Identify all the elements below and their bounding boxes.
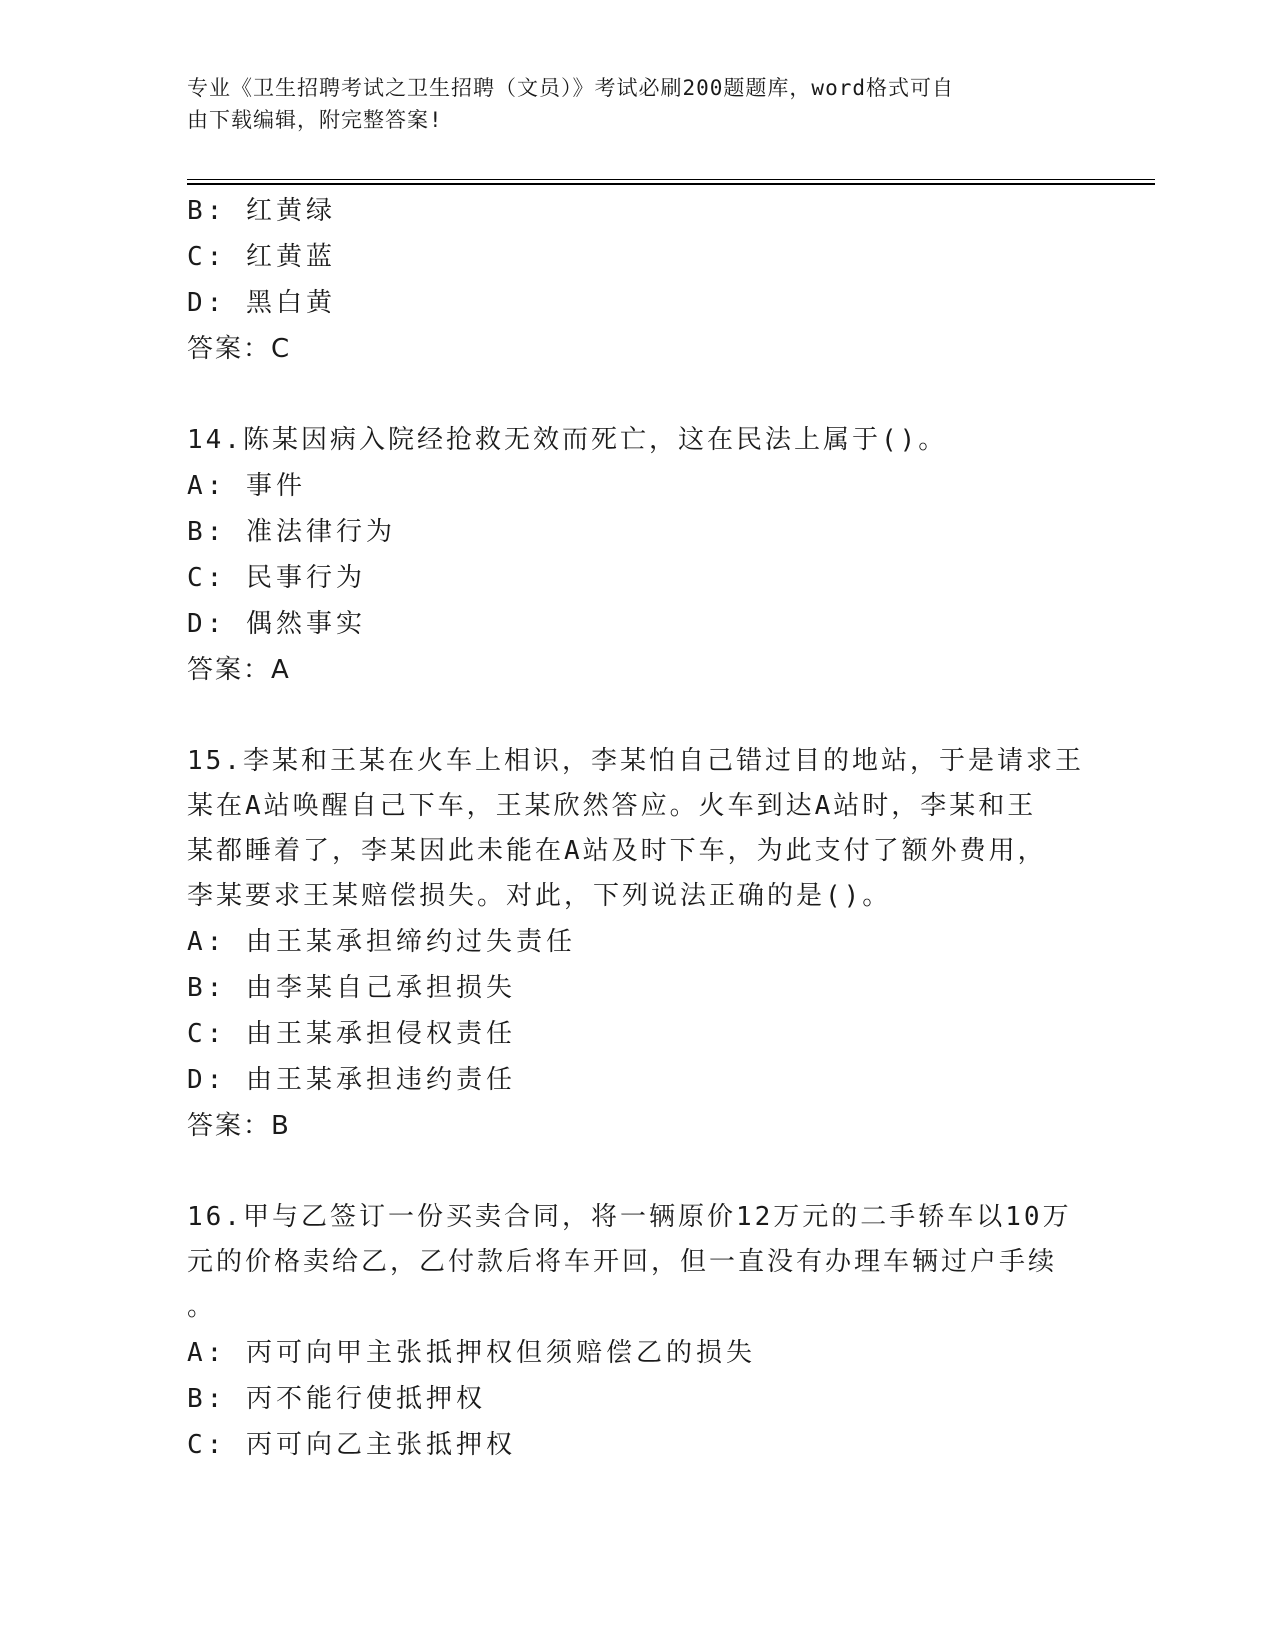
page-header xyxy=(187,72,1067,136)
question-stem xyxy=(187,418,1087,463)
option-c: C: 丙可向乙主张抵押权 xyxy=(187,1430,516,1460)
header-rule-thin xyxy=(187,179,1155,180)
stem-line: 16.甲与乙签订一份买卖合同，将一辆原价12万元的二手轿车以10万 xyxy=(187,1202,1072,1232)
answer-line: 答案：B xyxy=(187,1111,291,1141)
question-16 xyxy=(187,1195,1087,1468)
option-d: D: 偶然事实 xyxy=(187,609,366,639)
header-rule-thick xyxy=(187,183,1155,185)
stem-line: 某在A站唤醒自己下车，王某欣然答应。火车到达A站时，李某和王 xyxy=(187,791,1037,821)
question-15 xyxy=(187,739,1087,1149)
answer-line: 答案：A xyxy=(187,655,291,685)
question-list xyxy=(187,188,1087,1468)
header-line-1: 专业《卫生招聘考试之卫生招聘（文员）》考试必刷200题题库，word格式可自 xyxy=(187,76,954,100)
question-stem xyxy=(187,739,1087,919)
option-c: C: 民事行为 xyxy=(187,563,366,593)
answer-line: 答案：C xyxy=(187,334,292,364)
option-b: B: 红黄绿 xyxy=(187,196,336,226)
option-c: C: 红黄蓝 xyxy=(187,242,336,272)
stem-line: 14.陈某因病入院经抢救无效而死亡，这在民法上属于()。 xyxy=(187,425,948,455)
question-stem xyxy=(187,1195,1087,1330)
question-13 xyxy=(187,188,1087,372)
option-a: A: 由王某承担缔约过失责任 xyxy=(187,927,576,957)
option-a: A: 事件 xyxy=(187,471,306,501)
option-b: B: 由李某自己承担损失 xyxy=(187,973,516,1003)
header-line-2: 由下载编辑，附完整答案! xyxy=(187,108,443,132)
option-c: C: 由王某承担侵权责任 xyxy=(187,1019,516,1049)
question-14 xyxy=(187,418,1087,693)
option-d: D: 黑白黄 xyxy=(187,288,336,318)
option-a: A: 丙可向甲主张抵押权但须赔偿乙的损失 xyxy=(187,1338,756,1368)
stem-line: 。 xyxy=(187,1292,217,1322)
stem-line: 元的价格卖给乙，乙付款后将车开回，但一直没有办理车辆过户手续 xyxy=(187,1247,1058,1277)
option-d: D: 由王某承担违约责任 xyxy=(187,1065,516,1095)
option-b: B: 准法律行为 xyxy=(187,517,396,547)
option-b: B: 丙不能行使抵押权 xyxy=(187,1384,486,1414)
stem-line: 15.李某和王某在火车上相识，李某怕自己错过目的地站，于是请求王 xyxy=(187,746,1084,776)
stem-line: 某都睡着了，李某因此未能在A站及时下车，为此支付了额外费用， xyxy=(187,836,1047,866)
stem-line: 李某要求王某赔偿损失。对此，下列说法正确的是()。 xyxy=(187,881,892,911)
